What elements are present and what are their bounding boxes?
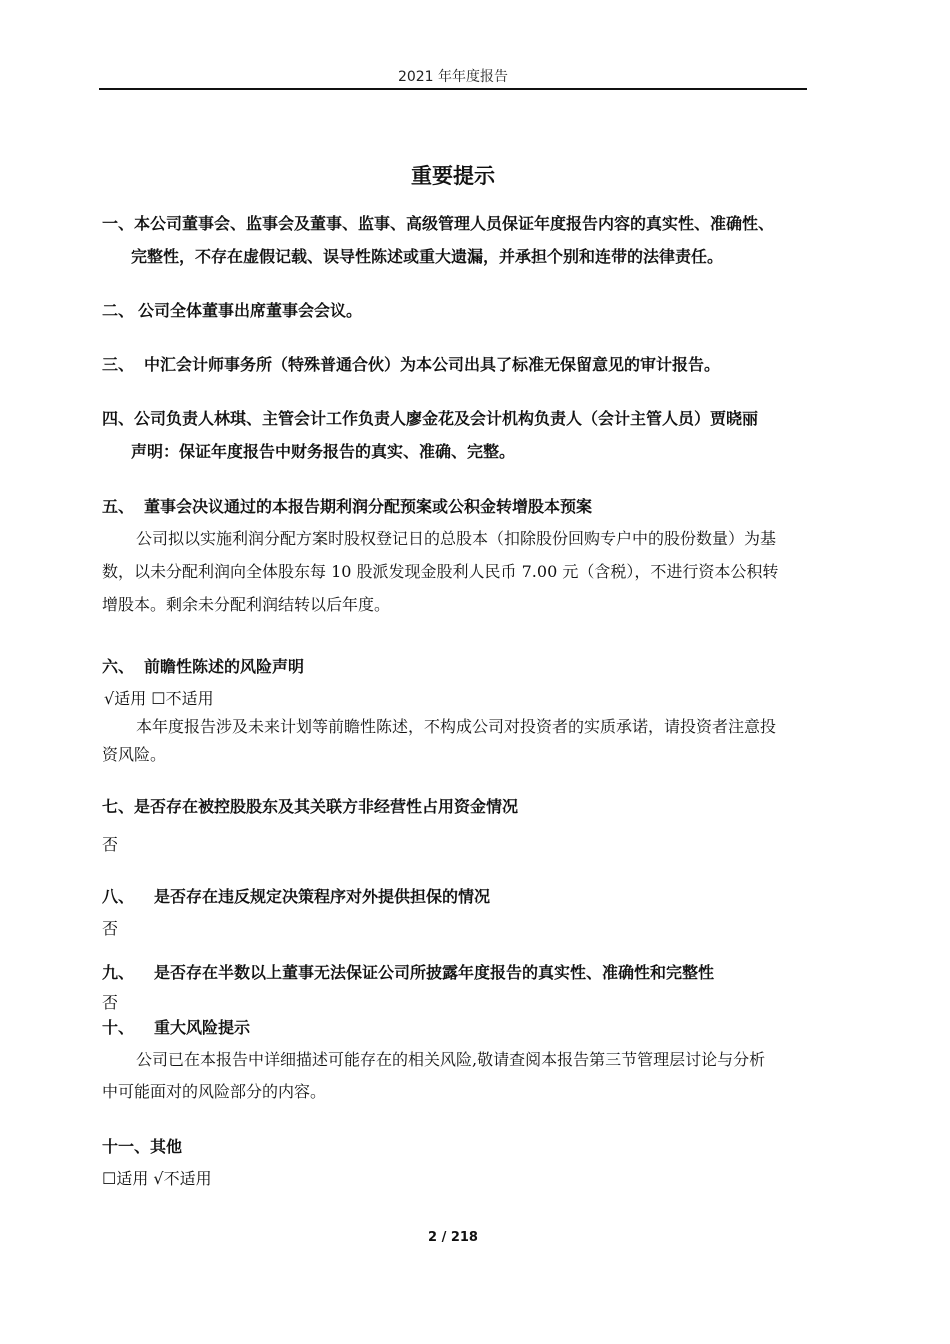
section-7-number: 七、 — [102, 797, 135, 816]
section-6-title: 前瞻性陈述的风险声明 — [144, 657, 305, 676]
header-divider — [99, 88, 807, 90]
section-9-number: 九、 — [102, 963, 135, 982]
section-1-number: 一、 — [102, 214, 135, 233]
section-6-para-line2: 资风险。 — [102, 745, 167, 764]
section-4-number: 四、 — [102, 409, 135, 428]
section-8-answer: 否 — [102, 919, 119, 938]
section-7-heading — [102, 794, 518, 817]
section-2-number: 二、 — [102, 301, 135, 320]
section-2-text: 公司全体董事出席董事会会议。 — [138, 301, 363, 320]
section-5-para-line1: 公司拟以实施利润分配方案时股权登记日的总股本（扣除股份回购专户中的股份数量）为基 — [136, 529, 777, 548]
section-11-number: 十一、 — [102, 1137, 151, 1156]
section-1 — [102, 211, 774, 234]
section-4-line2: 声明：保证年度报告中财务报告的真实、准确、完整。 — [131, 442, 516, 461]
section-10-heading — [102, 1015, 250, 1038]
section-3-text: 中汇会计师事务所（特殊普通合伙）为本公司出具了标准无保留意见的审计报告。 — [144, 355, 721, 374]
section-10-number: 十、 — [102, 1018, 135, 1037]
page-title: 重要提示 — [411, 164, 495, 188]
section-10-title: 重大风险提示 — [154, 1018, 251, 1037]
section-6-number: 六、 — [102, 657, 135, 676]
section-4-line1: 公司负责人林琪、主管会计工作负责人廖金花及会计机构负责人（会计主管人员）贾晓丽 — [134, 409, 759, 428]
section-10-para-line1: 公司已在本报告中详细描述可能存在的相关风险,敬请查阅本报告第三节管理层讨论与分析 — [136, 1050, 766, 1069]
section-9-answer: 否 — [102, 993, 119, 1012]
section-3 — [102, 352, 720, 375]
section-7-title: 是否存在被控股股东及其关联方非经营性占用资金情况 — [134, 797, 519, 816]
section-1-line1: 本公司董事会、监事会及董事、监事、高级管理人员保证年度报告内容的真实性、准确性、 — [134, 214, 775, 233]
section-3-number: 三、 — [102, 355, 135, 374]
header-title: 2021 年年度报告 — [397, 69, 509, 85]
section-5-para-line2: 数，以未分配利润向全体股东每 10 股派发现金股利人民币 7.00 元（含税），不进行资本公积转 — [102, 562, 779, 581]
section-8-heading — [102, 884, 490, 907]
section-11-heading — [102, 1134, 182, 1157]
section-10-para-line2: 中可能面对的风险部分的内容。 — [102, 1082, 327, 1101]
section-9-heading — [102, 960, 714, 983]
section-7-answer: 否 — [102, 835, 119, 854]
section-5-para-line3: 增股本。剩余未分配利润结转以后年度。 — [102, 595, 391, 614]
section-9-title: 是否存在半数以上董事无法保证公司所披露年度报告的真实性、准确性和完整性 — [154, 963, 715, 982]
section-11-applicable: ☐适用 √不适用 — [102, 1169, 212, 1188]
section-8-number: 八、 — [102, 887, 135, 906]
section-5-heading — [102, 494, 592, 517]
section-11-title: 其他 — [150, 1137, 183, 1156]
section-8-title: 是否存在违反规定决策程序对外提供担保的情况 — [154, 887, 491, 906]
section-6-heading — [102, 654, 304, 677]
section-5-title: 董事会决议通过的本报告期利润分配预案或公积金转增股本预案 — [144, 497, 593, 516]
section-1-line2: 完整性，不存在虚假记载、误导性陈述或重大遗漏，并承担个别和连带的法律责任。 — [131, 247, 724, 266]
section-4 — [102, 406, 758, 429]
section-2 — [102, 298, 362, 321]
page-number: 2 / 218 — [428, 1230, 478, 1245]
section-6-applicable: √适用 ☐不适用 — [104, 689, 214, 708]
section-5-number: 五、 — [102, 497, 135, 516]
section-6-para-line1: 本年度报告涉及未来计划等前瞻性陈述，不构成公司对投资者的实质承诺，请投资者注意投 — [136, 717, 777, 736]
